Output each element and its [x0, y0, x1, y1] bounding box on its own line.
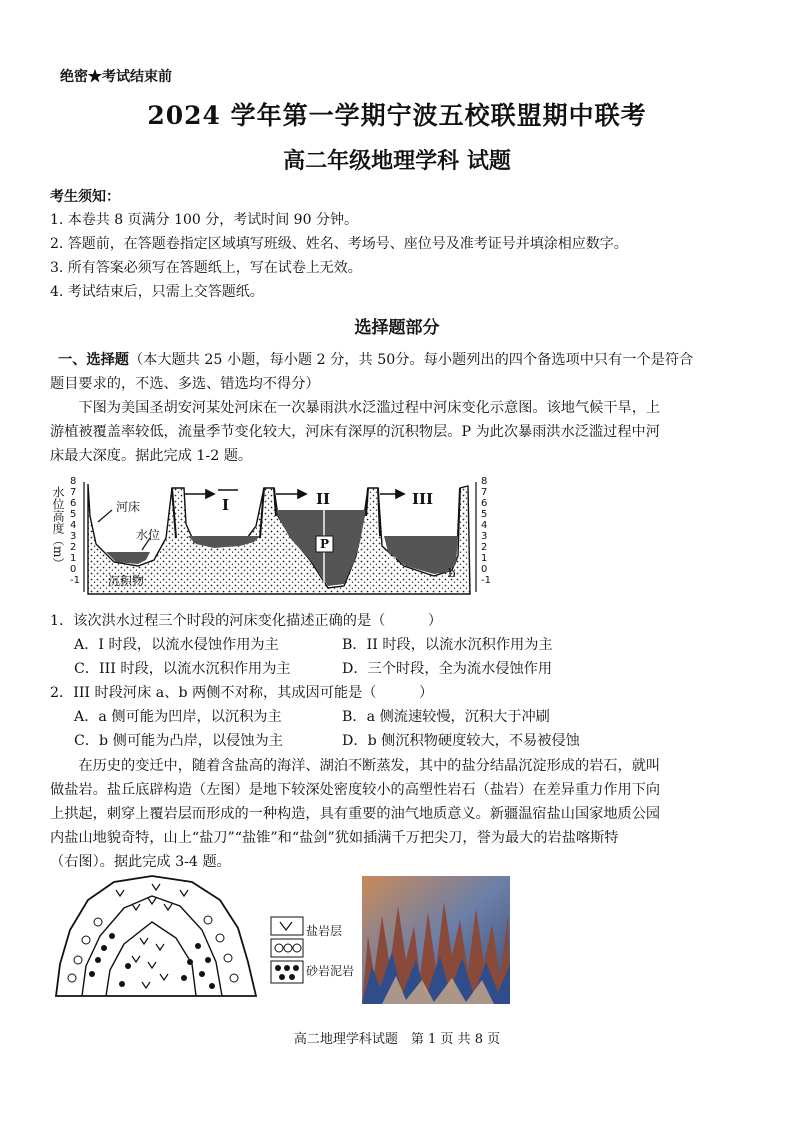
- p-label: P: [320, 537, 330, 551]
- stage2-label: II: [316, 490, 331, 508]
- exam-subtitle: 高二年级地理学科 试题: [283, 148, 511, 174]
- axis-tick-label: 5: [481, 509, 488, 520]
- legend-salt-label: 盐岩层: [306, 924, 343, 938]
- stage3-label: III: [412, 490, 434, 508]
- notice-item: 4. 考试结束后，只需上交答题纸。: [50, 284, 264, 300]
- question-1-option-b: B．II 时段，以流水沉积作用为主: [342, 637, 553, 653]
- question-1-option-d: D．三个时段，全为流水侵蚀作用: [342, 661, 553, 677]
- part1-head: 一、选择题: [58, 352, 129, 368]
- part1-instructions-line2: 题目要求的，不选、多选、错选均不得分）: [50, 376, 320, 392]
- axis-tick-label: 3: [481, 531, 488, 542]
- notice-heading: 考生须知：: [50, 189, 120, 205]
- axis-tick-label: 1: [481, 553, 488, 564]
- axis-tick-label: 6: [481, 498, 488, 509]
- salt-dome-diagram: [52, 874, 262, 1002]
- axis-tick-label: 3: [70, 531, 77, 542]
- axis-tick-label: 4: [70, 520, 77, 531]
- axis-tick-label: 5: [70, 509, 77, 520]
- axis-tick-label: 8: [70, 476, 77, 487]
- notice-item: 2. 答题前，在答题卷指定区域填写班级、姓名、考场号、座位号及准考证号并填涂相应数字。: [50, 236, 628, 252]
- salt-karst-photo: [362, 876, 510, 1004]
- legend-symbols: [270, 916, 304, 986]
- axis-tick-label: -1: [70, 575, 80, 586]
- b-label: b: [448, 566, 456, 580]
- label-sediment: 沉积物: [108, 574, 145, 588]
- axis-tick-label: 0: [481, 564, 488, 575]
- passage2-line: （右图）。据此完成 3-4 题。: [50, 854, 231, 870]
- passage2-line: 在历史的变迁中，随着含盐高的海洋、湖泊不断蒸发，其中的盐分结晶沉淀形成的岩石，就叫: [78, 758, 661, 774]
- passage1-line: 床最大深度。据此完成 1-2 题。: [50, 448, 253, 464]
- axis-tick-label: 2: [70, 542, 77, 553]
- part1-instructions-line1: （本大题共 25 小题，每小题 2 分，共 50分。每小题列出的四个备选项中只有一个是符合: [128, 352, 694, 368]
- axis-tick-label: 6: [70, 498, 77, 509]
- page-footer: 高二地理学科试题 第 1 页 共 8 页: [293, 1032, 501, 1047]
- question-2-option-a: A．a 侧可能为凹岸，以沉积为主: [74, 709, 282, 725]
- question-2-stem: 2．III 时段河床 a、b 两侧不对称，其成因可能是（ ）: [50, 685, 434, 701]
- axis-tick-label: 1: [70, 553, 77, 564]
- label-riverbed: 河床: [116, 500, 141, 514]
- passage1-line: 游植被覆盖率较低，流量季节变化较大，河床有深厚的沉积物层。P 为此次暴雨洪水泛滥过程中河: [50, 424, 660, 440]
- exam-title: 2024 学年第一学期宁波五校联盟期中联考: [147, 101, 647, 130]
- y-axis-label: 水位高度（m）: [51, 486, 65, 570]
- axis-tick-label: 4: [481, 520, 488, 531]
- axis-tick-label: 7: [481, 487, 488, 498]
- passage2-line: 内盐山地貌奇特，山上“盐刀”“盐锥”和“盐剑”犹如插满千万把尖刀，誉为最大的岩盐喀斯特: [50, 830, 619, 846]
- axis-tick-label: 7: [70, 487, 77, 498]
- question-1-stem: 1．该次洪水过程三个时段的河床变化描述正确的是（ ）: [50, 613, 443, 629]
- a-label: a: [390, 552, 398, 566]
- section-title: 选择题部分: [354, 318, 440, 338]
- passage2-line: 做盐岩。盐丘底辟构造（左图）是地下较深处密度较小的高塑性岩石（盐岩）在差异重力作用下向: [50, 782, 661, 798]
- question-2-option-d: D．b 侧沉积物硬度较大，不易被侵蚀: [342, 733, 580, 749]
- passage1-line: 下图为美国圣胡安河某处河床在一次暴雨洪水泛滥过程中河床变化示意图。该地气候干旱，上: [78, 400, 661, 416]
- notice-item: 1. 本卷共 8 页满分 100 分，考试时间 90 分钟。: [50, 212, 358, 228]
- stage1-label: I: [222, 496, 230, 514]
- question-2-option-c: C．b 侧可能为凸岸，以侵蚀为主: [74, 733, 283, 749]
- passage2-line: 上拱起，刺穿上覆岩层而形成的一种构造，具有重要的油气地质意义。新疆温宿盐山国家地质公园: [50, 806, 661, 822]
- notice-item: 3. 所有答案必须写在答题纸上，写在试卷上无效。: [50, 260, 362, 276]
- confidential-label: 绝密★考试结束前: [60, 69, 172, 85]
- question-1-option-c: C．III 时段，以流水沉积作用为主: [74, 661, 291, 677]
- legend-sand-label: 砂岩泥岩: [306, 964, 355, 978]
- part1-instructions: [58, 348, 752, 372]
- axis-tick-label: 2: [481, 542, 488, 553]
- question-2-option-b: B．a 侧流速较慢，沉积大于冲刷: [342, 709, 550, 725]
- label-waterlevel: 水位: [136, 528, 161, 542]
- axis-tick-label: -1: [481, 575, 491, 586]
- question-1-option-a: A．I 时段，以流水侵蚀作用为主: [74, 637, 279, 653]
- axis-tick-label: 8: [481, 476, 488, 487]
- axis-tick-label: 0: [70, 564, 77, 575]
